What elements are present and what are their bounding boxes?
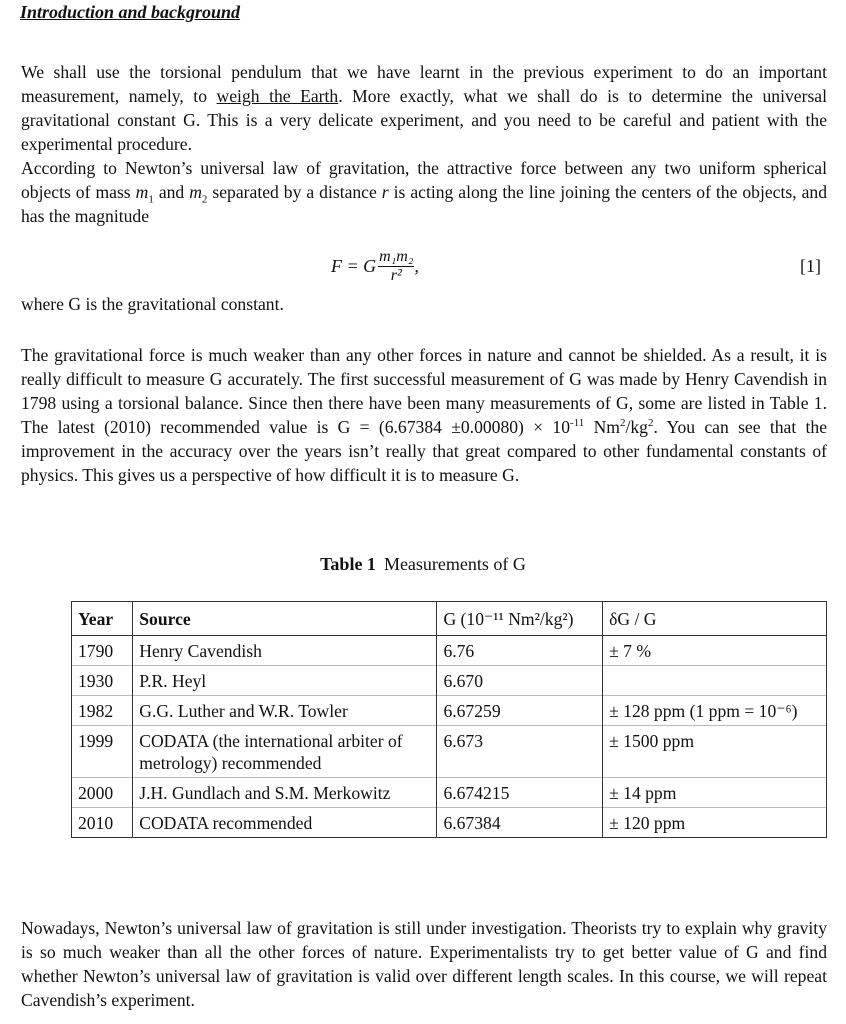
var-m1: m xyxy=(135,182,149,202)
table-caption xyxy=(0,554,846,575)
cell-dg: ± 128 ppm (1 ppm = 10⁻⁶) xyxy=(603,696,827,726)
cell-dg xyxy=(603,666,827,696)
cell-source: P.R. Heyl xyxy=(133,666,437,696)
cell-dg: ± 7 % xyxy=(603,636,827,666)
table-row xyxy=(72,636,827,666)
difficulty-exp2: 2 xyxy=(620,417,626,430)
cell-g: 6.674215 xyxy=(437,778,603,808)
table-header-row xyxy=(72,602,827,636)
cell-year: 2010 xyxy=(72,808,133,838)
cell-year: 1982 xyxy=(72,696,133,726)
paragraph-newton-law xyxy=(21,156,827,228)
cell-year: 1930 xyxy=(72,666,133,696)
equation-denominator: r² xyxy=(390,266,402,284)
cell-dg: ± 14 ppm xyxy=(603,778,827,808)
table-row xyxy=(72,666,827,696)
equation-trailing-comma: , xyxy=(414,255,419,276)
var-m2: m xyxy=(189,182,202,202)
difficulty-text-c: /kg xyxy=(625,417,648,437)
newton-text-b: and xyxy=(153,182,190,202)
difficulty-text-a: The gravitational force is much weaker than any other forces in nature and cannot be shielded. As a result, it is really difficult to measure G accurately. The first successful measurement of G was made by Henry Cavendish in 1798 using a torsional balance. Since then there have been many measurements of G, some are listed in Table 1. The latest (2010) recommended value is G = (6.67384 ±0.00080) × 10 xyxy=(21,345,827,437)
section-heading: Introduction and background xyxy=(20,2,241,22)
header-dg: δG / G xyxy=(603,602,827,636)
difficulty-exp1: -11 xyxy=(570,417,585,430)
cell-year: 2000 xyxy=(72,778,133,808)
paragraph-intro xyxy=(21,60,827,156)
header-source: Source xyxy=(133,602,437,636)
cell-g: 6.67259 xyxy=(437,696,603,726)
cell-source: G.G. Luther and W.R. Towler xyxy=(133,696,437,726)
table-row xyxy=(72,808,827,838)
equation-1 xyxy=(0,244,846,288)
table-row xyxy=(72,778,827,808)
cell-g: 6.673 xyxy=(437,726,603,778)
intro-text-b: . More exactly, what we shall do is to determine the universal gravitational constant G. This is a very delicate experiment, and you need to be careful and patient with the experimental procedure. xyxy=(21,86,827,154)
table-row xyxy=(72,726,827,778)
paragraph-nowadays: Nowadays, Newton’s universal law of gravitation is still under investigation. Theorists try to explain why gravity is so much weaker than all the other forces of nature. Experimentalists try to get better value of G and find whether Newton’s universal law of gravitation is valid over different length scales. In this course, we will repeat Cavendish’s experiment. xyxy=(21,918,827,1010)
equation-lhs: F = G xyxy=(331,255,377,276)
table-caption-label: Table 1 xyxy=(320,554,376,574)
var-r: r xyxy=(381,182,389,202)
var-m1-sub: 1 xyxy=(148,193,154,206)
difficulty-text-d: . You can see that the improvement in the accuracy over the years isn’t really that great compared to other fundamental constants of physics. This gives us a perspective of how difficult it is to measure G. xyxy=(21,417,828,485)
weigh-the-earth-underlined: weigh the Earth xyxy=(216,86,339,106)
cell-dg: ± 1500 ppm xyxy=(603,726,827,778)
paragraph-where-g: where G is the gravitational constant. xyxy=(21,294,284,314)
equation-formula xyxy=(331,246,419,286)
cell-year: 1790 xyxy=(72,636,133,666)
measurements-table xyxy=(71,601,827,838)
cell-g: 6.76 xyxy=(437,636,603,666)
cell-source: CODATA recommended xyxy=(133,808,437,838)
newton-text-c: separated by a distance xyxy=(207,182,382,202)
paragraph-measurement-difficulty xyxy=(21,343,827,487)
header-year: Year xyxy=(72,602,133,636)
cell-source: CODATA (the international arbiter of metrology) recommended xyxy=(133,726,437,778)
header-g: G (10⁻¹¹ Nm²/kg²) xyxy=(437,602,603,636)
difficulty-text-b: Nm xyxy=(584,417,620,437)
difficulty-exp3: 2 xyxy=(647,417,654,430)
cell-dg: ± 120 ppm xyxy=(603,808,827,838)
newton-text-a: According to Newton’s universal law of gravitation, the attractive force between any two uniform spherical objects of mass xyxy=(21,158,827,202)
equation-fraction xyxy=(378,248,414,285)
var-m2-sub: 2 xyxy=(201,193,208,206)
equation-numerator: m₁m₂ xyxy=(379,247,414,265)
cell-g: 6.67384 xyxy=(437,808,603,838)
newton-text-d: is acting along the line joining the centers of the objects, and has the magnitude xyxy=(21,182,828,226)
cell-source: J.H. Gundlach and S.M. Merkowitz xyxy=(133,778,437,808)
cell-g: 6.670 xyxy=(437,666,603,696)
cell-year: 1999 xyxy=(72,726,133,778)
table-row xyxy=(72,696,827,726)
table-caption-text: Measurements of G xyxy=(383,554,526,574)
intro-text-a: We shall use the torsional pendulum that we have learnt in the previous experiment to do an important measurement, namely, to xyxy=(21,62,827,106)
cell-source: Henry Cavendish xyxy=(133,636,437,666)
equation-number: [1] xyxy=(800,256,821,276)
